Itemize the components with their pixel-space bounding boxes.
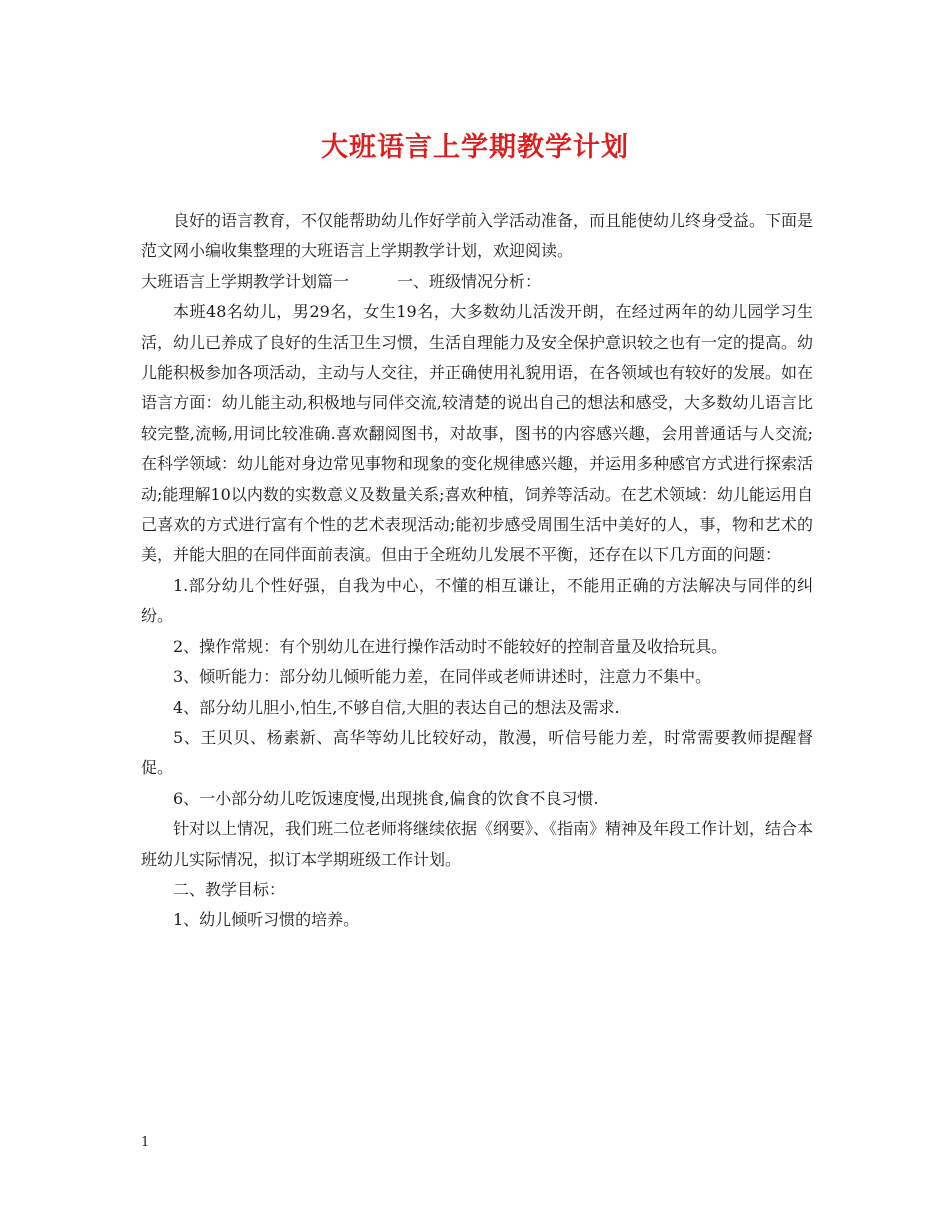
plan-paragraph: 针对以上情况，我们班二位老师将继续依据《纲要》、《指南》精神及年段工作计划，结合本班幼儿实际情况，拟订本学期班级工作计划。 [141,819,814,869]
section-line [141,267,813,297]
document-title: 大班语言上学期教学计划 [321,132,629,163]
document-body [141,206,813,936]
problem-item-3: 3、倾听能力：部分幼儿倾听能力差，在同伴或老师讲述时，注意力不集中。 [173,667,712,687]
section-heading: 一、班级情况分析： [397,271,542,291]
section-label: 大班语言上学期教学计划篇一 [141,271,350,291]
problem-item-5: 5、王贝贝、杨素新、高华等幼儿比较好动，散漫，听信号能力差，时常需要教师提醒督促。 [141,727,813,778]
teaching-goals-heading: 二、教学目标： [173,879,286,899]
problem-item-2: 2、操作常规：有个别幼儿在进行操作活动时不能较好的控制音量及收拾玩具。 [173,636,728,656]
problem-item-6: 6、一小部分幼儿吃饭速度慢,出现挑食,偏食的饮食不良习惯. [173,788,599,808]
goal-item-1: 1、幼儿倾听习惯的培养。 [173,910,360,930]
problem-item-1: 1.部分幼儿个性好强，自我为中心，不懂的相互谦让，不能用正确的方法解决与同伴的纠纷。 [141,575,813,626]
problem-item-4: 4、部分幼儿胆小,怕生,不够自信,大胆的表达自己的想法及需求. [173,697,620,717]
class-analysis-paragraph: 本班48名幼儿，男29名，女生19名，大多数幼儿活泼开朗，在经过两年的幼儿园学习生活，幼儿已养成了良好的生活卫生习惯，生活自理能力及安全保护意识较之也有一定的提高。幼儿能积极参加各项活动，主动与人交往，并正确使用礼貌用语，在各领域也有较好的发展。如在语言方面：幼儿能主动,积极地与同伴交流,较清楚的说出自己的想法和感受，大多数幼儿语言比较完整,流畅,用词比较准确.喜欢翻阅图书，对故事，图书的内容感兴趣，会用普通话与人交流;在科学领域：幼儿能对身边常见事物和现象的变化规律感兴趣，并运用多种感官方式进行探索活动;能理解10以内数的实数意义及数量关系;喜欢种植，饲养等活动。在艺术领域：幼儿能运用自己喜欢的方式进行富有个性的艺术表现活动;能初步感受周围生活中美好的人，事，物和艺术的美，并能大胆的在同伴面前表演。但由于全班幼儿发展不平衡，还存在以下几方面的问题： [141,302,814,565]
page-number: 1 [141,1135,150,1150]
intro-paragraph: 良好的语言教育，不仅能帮助幼儿作好学前入学活动准备，而且能使幼儿终身受益。下面是范文网小编收集整理的大班语言上学期教学计划，欢迎阅读。 [141,211,814,261]
